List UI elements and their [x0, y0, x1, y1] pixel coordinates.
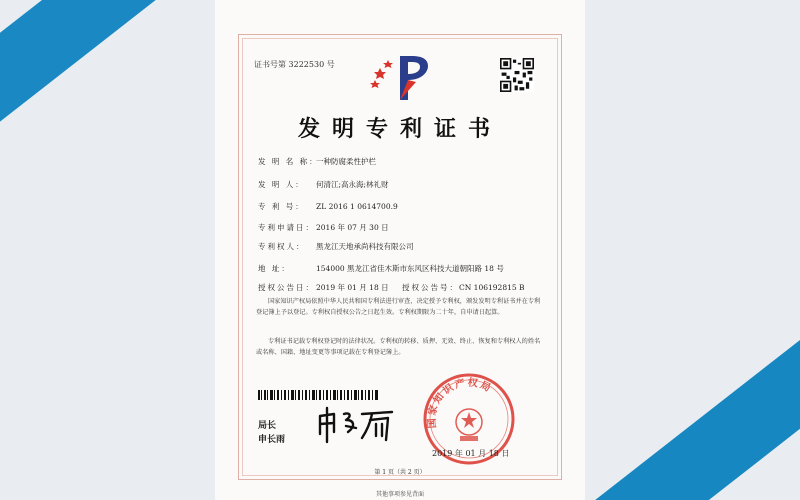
background-left: [0, 0, 215, 500]
certificate-paragraph-2: 专利证书记载专利权登记时的法律状况。专利权的转移、质押、无效、终止、恢复和专利权人的姓名或名称、国籍、地址变更等事项记载在专利登记簿上。: [256, 338, 541, 356]
certificate-paragraph-1: 国家知识产权局依照中华人民共和国专利法进行审查，决定授予专利权，颁发发明专利证书并在专利登记簿上予以登记。专利权自授权公告之日起生效。专利权期限为二十年，自申请日起算。: [256, 298, 541, 316]
field-filing-date: 专利申请日：2016 年 07 月 30 日: [258, 223, 389, 232]
field-invention-name: 发 明 名 称：一种防腐柔性护栏: [258, 157, 376, 166]
background-right: [585, 0, 800, 500]
page-number: 第 1 页（共 2 页）: [374, 469, 426, 476]
certificate-title: 发明专利证书: [297, 116, 502, 142]
certificate-number: 证书号第 3222530 号: [254, 60, 335, 69]
cnipa-logo-icon: [370, 52, 432, 104]
qr-code-icon: [500, 58, 534, 92]
seal-date: 2019 年 01 月 18 日: [432, 449, 510, 458]
footer-note: 其他事项参见背面: [375, 491, 424, 498]
signer-title: 局长: [258, 421, 277, 431]
field-patentee: 专利权人： 黑龙江天地承尚科技有限公司: [258, 242, 414, 251]
field-address: 地 址： 154000 黑龙江省佳木斯市东风区科技大道朝阳路 18 号: [258, 264, 504, 273]
barcode-icon: [258, 390, 378, 400]
signer-name: 申长雨: [258, 435, 286, 445]
handwritten-signature-icon: [316, 404, 396, 446]
field-inventors: 发 明 人： 何清江;高永海;林礼财: [258, 180, 389, 189]
blue-stripe-left: [0, 0, 215, 205]
svg-text:国家知识产权局: [425, 375, 495, 428]
blue-stripe-right: [585, 231, 800, 500]
field-grant-date: 授权公告日：2019 年 01 月 18 日: [258, 283, 389, 292]
field-grant-publication-number: 授权公告号：CN 106192815 B: [402, 283, 525, 292]
field-patent-number: 专 利 号： ZL 2016 1 0614700.9: [258, 202, 398, 211]
seal-text: 国家知识产权局: [426, 377, 494, 429]
